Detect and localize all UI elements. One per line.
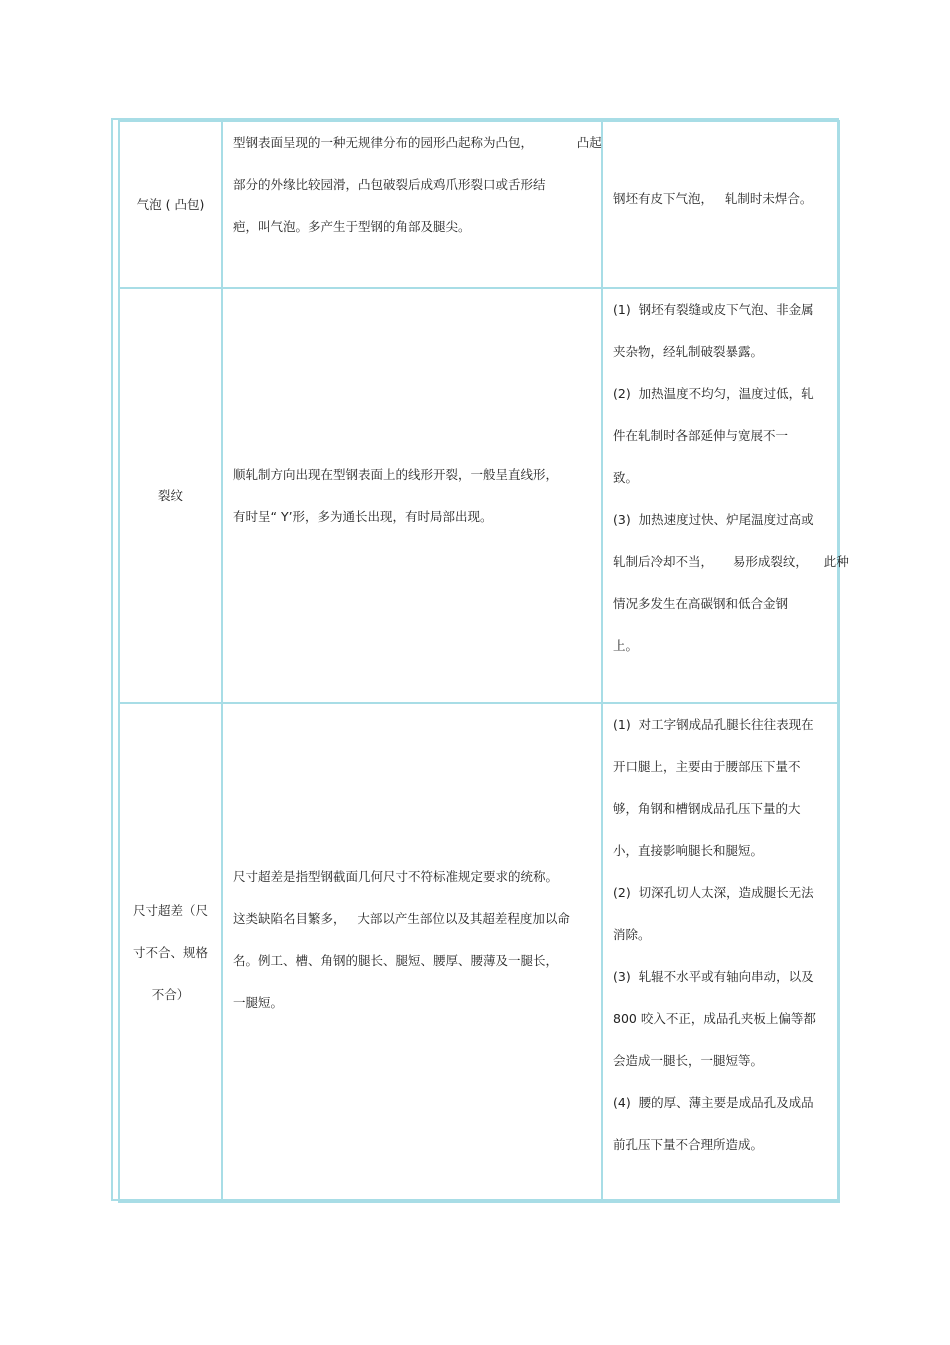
cause-line: 会造成一腿长，一腿短等。 bbox=[613, 1053, 764, 1068]
defect-description-cell bbox=[222, 121, 602, 288]
cause-line: (3) 加热速度过快、炉尾温度过高或 bbox=[613, 512, 814, 527]
cause-line: (3) 轧辊不水平或有轴向串动，以及 bbox=[613, 969, 814, 984]
description-line: 名。例工、槽、角钢的腿长、腿短、腰厚、腰薄及一腿长， bbox=[233, 952, 559, 968]
cause-line: 小，直接影响腿长和腿短。 bbox=[613, 843, 764, 858]
defect-name-cell bbox=[119, 121, 222, 288]
defect-cause-cell bbox=[602, 121, 839, 288]
cause-line: 件在轧制时各部延伸与宽展不一 bbox=[613, 428, 789, 443]
table-row-bubble bbox=[119, 121, 839, 288]
cause-line: 够，角钢和槽钢成品孔压下量的大 bbox=[613, 801, 801, 816]
cause-line: 开口腿上，主要由于腰部压下量不 bbox=[613, 759, 801, 774]
defect-cause-cell bbox=[602, 288, 849, 703]
description-line: 疤，叫气泡。多产生于型钢的角部及腿尖。 bbox=[233, 219, 471, 234]
defect-description-cell bbox=[222, 703, 602, 1202]
cause-line: (1) 钢坯有裂缝或皮下气泡、非金属 bbox=[613, 302, 814, 317]
defect-name-line: 尺寸超差（尺 bbox=[132, 902, 208, 918]
description-line: 这类缺陷名目繁多， 大部以产生部位以及其超差程度加以命 bbox=[233, 910, 570, 926]
cause-line: 钢坯有皮下气泡， 轧制时未焊合。 bbox=[613, 190, 813, 206]
cause-line: 前孔压下量不合理所造成。 bbox=[613, 1137, 764, 1152]
defect-table bbox=[118, 120, 849, 1203]
description-line: 尺寸超差是指型钢截面几何尺寸不符标准规定要求的统称。 bbox=[233, 868, 559, 884]
description-line: 有时呈“ Y’形，多为通长出现，有时局部出现。 bbox=[233, 508, 493, 524]
description-line: 部分的外缘比较园滑，凸包破裂后成鸡爪形裂口或舌形结 bbox=[233, 177, 546, 192]
table-row-size-deviation bbox=[119, 703, 839, 1202]
defect-name: 气泡 ( 凸包) bbox=[136, 196, 205, 212]
description-line: 顺轧制方向出现在型钢表面上的线形开裂，一般呈直线形， bbox=[233, 466, 559, 482]
defect-name-line: 寸不合、规格 bbox=[132, 944, 208, 960]
description-line: 一腿短。 bbox=[233, 994, 284, 1010]
cause-line: (2) 切深孔切人太深，造成腿长无法 bbox=[613, 885, 814, 900]
cause-line: 上。 bbox=[613, 638, 639, 653]
defect-cause-cell bbox=[602, 703, 839, 1202]
cause-line: 致。 bbox=[613, 470, 639, 485]
cause-line: (4) 腰的厚、薄主要是成品孔及成品 bbox=[613, 1095, 814, 1110]
cause-line: 800 咬入不正，成品孔夹板上偏等都 bbox=[613, 1011, 816, 1026]
cause-line: (2) 加热温度不均匀，温度过低，轧 bbox=[613, 386, 814, 401]
defect-name: 裂纹 bbox=[157, 487, 183, 503]
cause-line: (1) 对工字钢成品孔腿长往往表现在 bbox=[613, 717, 814, 732]
table-row-crack bbox=[119, 288, 839, 703]
cause-line: 情况多发生在高碳钢和低合金钢 bbox=[613, 596, 789, 611]
cause-line: 轧制后冷却不当， 易形成裂纹， 此种 bbox=[613, 554, 849, 569]
defect-description-cell bbox=[222, 288, 602, 703]
cause-line: 消除。 bbox=[613, 927, 651, 942]
description-line: 型钢表面呈现的一种无规律分布的园形凸起称为凸包， 凸起 bbox=[233, 135, 602, 150]
defect-name-cell bbox=[119, 703, 222, 1202]
defect-name-line: 不合） bbox=[151, 986, 190, 1002]
defect-name-cell bbox=[119, 288, 222, 703]
cause-line: 夹杂物，经轧制破裂暴露。 bbox=[613, 344, 764, 359]
